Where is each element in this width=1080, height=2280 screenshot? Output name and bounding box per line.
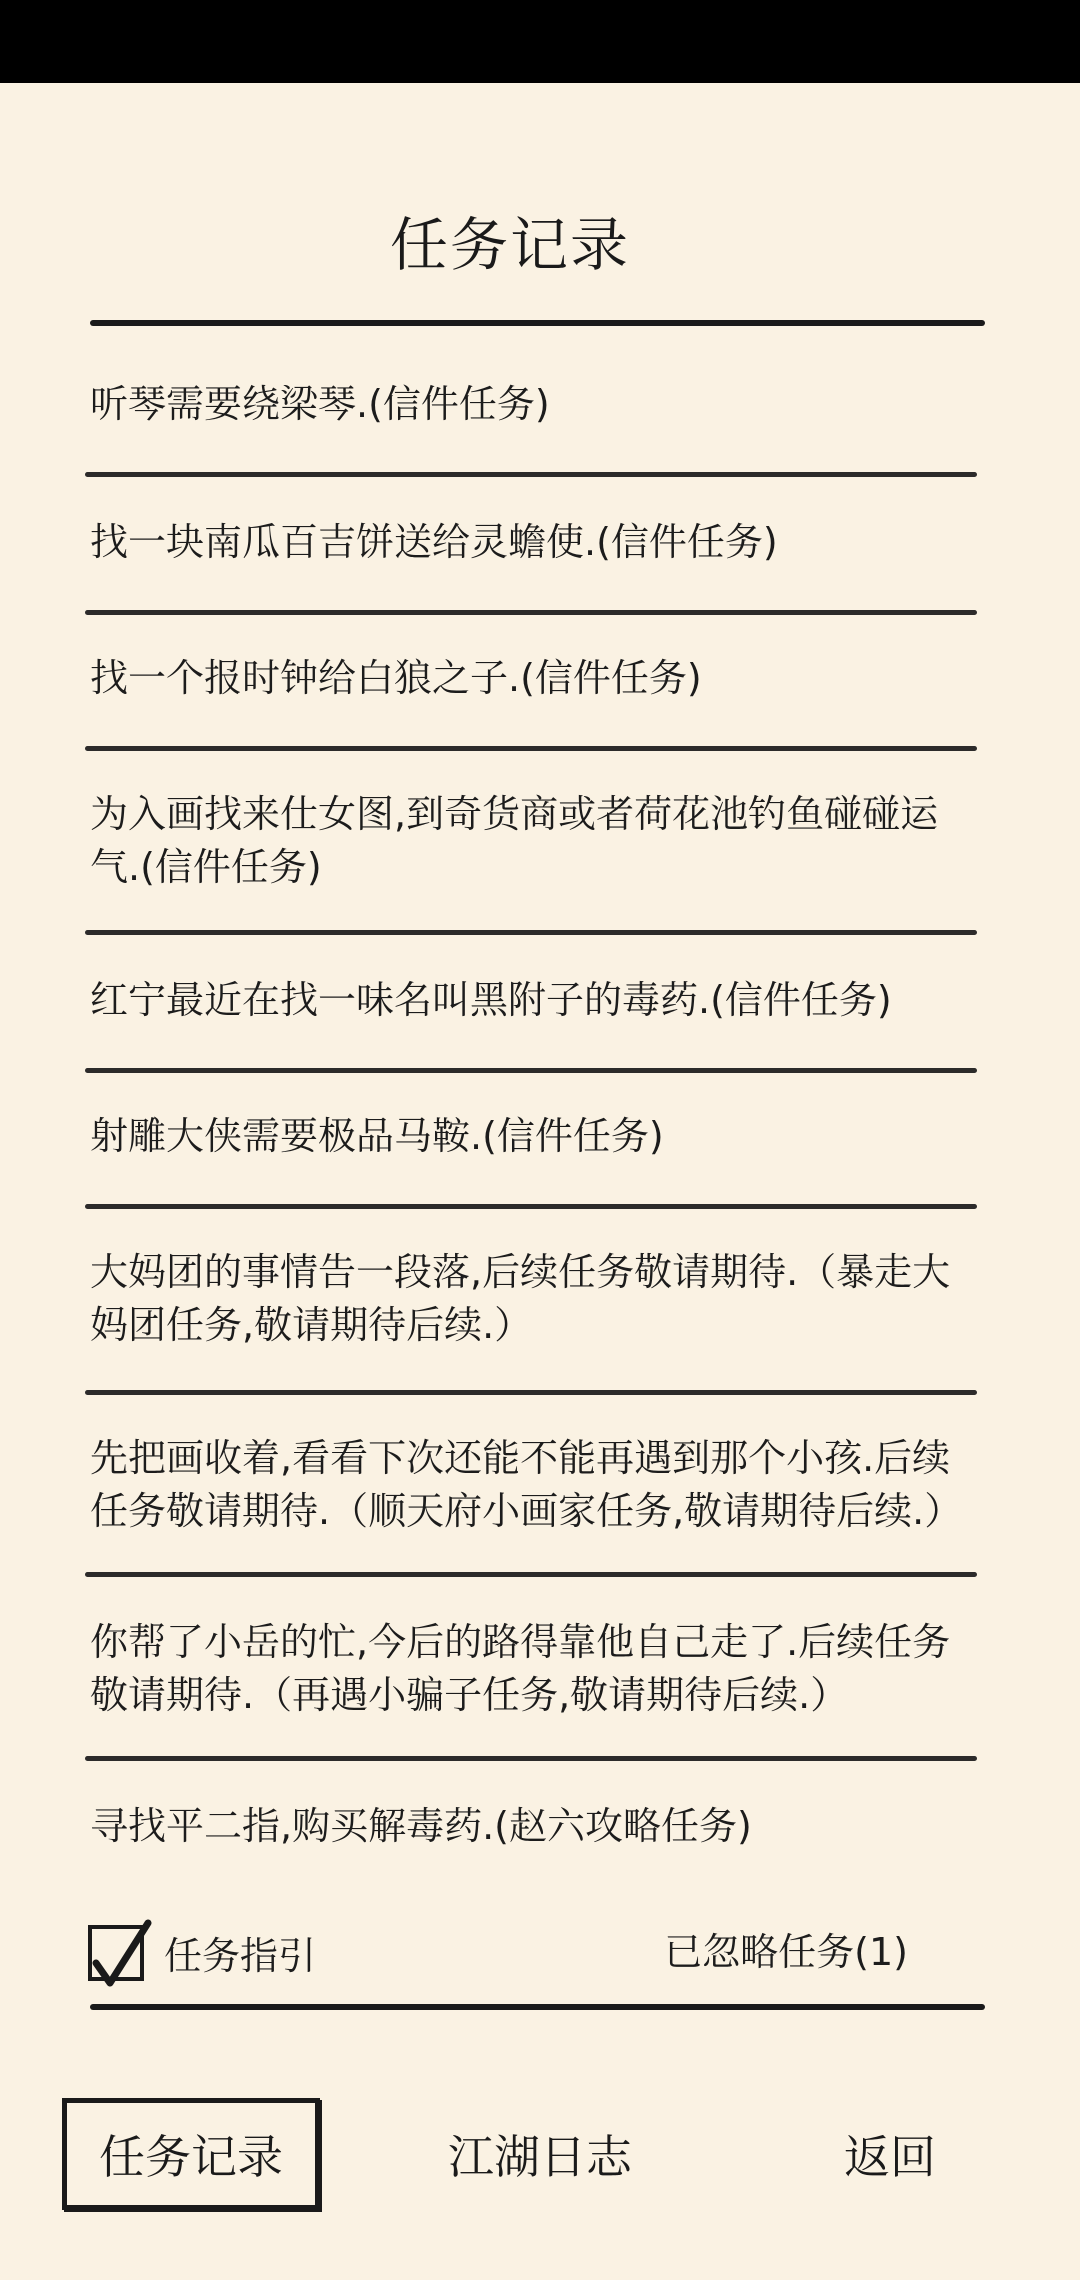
quest-item[interactable]: 先把画收着,看看下次还能不能再遇到那个小孩.后续任务敬请期待.（顺天府小画家任务,敬请期待后续.） (90, 1436, 963, 1533)
quest-item[interactable]: 你帮了小岳的忙,今后的路得靠他自己走了.后续任务敬请期待.（再遇小骗子任务,敬请期待后续.） (90, 1620, 951, 1717)
quest-divider (85, 1390, 977, 1395)
quest-divider (85, 610, 977, 615)
quest-divider (85, 1572, 977, 1577)
back-button[interactable]: 返回 (844, 2130, 936, 2184)
page-title: 任务记录 (389, 211, 630, 279)
status-bar (0, 0, 1080, 83)
quest-divider (85, 472, 977, 477)
quest-divider (85, 930, 977, 935)
quest-item[interactable]: 红宁最近在找一味名叫黑附子的毒药.(信件任务) (90, 978, 892, 1022)
quest-divider (85, 1068, 977, 1073)
ignored-tasks-button[interactable]: 已忽略任务(1) (664, 1930, 908, 1974)
quest-item[interactable]: 射雕大侠需要极品马鞍.(信件任务) (90, 1114, 664, 1158)
guide-checkbox[interactable] (88, 1925, 144, 1981)
quest-divider (85, 1756, 977, 1761)
quest-list[interactable] (0, 326, 1080, 1891)
quest-item[interactable]: 找一个报时钟给白狼之子.(信件任务) (90, 656, 702, 700)
quest-item[interactable]: 寻找平二指,购买解毒药.(赵六攻略任务) (90, 1804, 752, 1848)
quest-guide-toggle[interactable] (88, 1915, 316, 1990)
quest-divider (85, 1204, 977, 1209)
footer-divider (90, 2004, 985, 2010)
guide-label: 任务指引 (164, 1934, 317, 1978)
quest-item[interactable]: 为入画找来仕女图,到奇货商或者荷花池钓鱼碰碰运气.(信件任务) (90, 792, 939, 889)
tab-quest-records[interactable]: 任务记录 (62, 2098, 320, 2210)
quest-divider (85, 746, 977, 751)
quest-item[interactable]: 大妈团的事情告一段落,后续任务敬请期待.（暴走大妈团任务,敬请期待后续.） (90, 1250, 951, 1347)
checkmark-icon (86, 1915, 156, 1995)
tab-jianghu-journal[interactable]: 江湖日志 (448, 2130, 632, 2184)
quest-item[interactable]: 找一块南瓜百吉饼送给灵蟾使.(信件任务) (90, 520, 778, 564)
quest-item[interactable]: 听琴需要绕梁琴.(信件任务) (90, 382, 550, 426)
